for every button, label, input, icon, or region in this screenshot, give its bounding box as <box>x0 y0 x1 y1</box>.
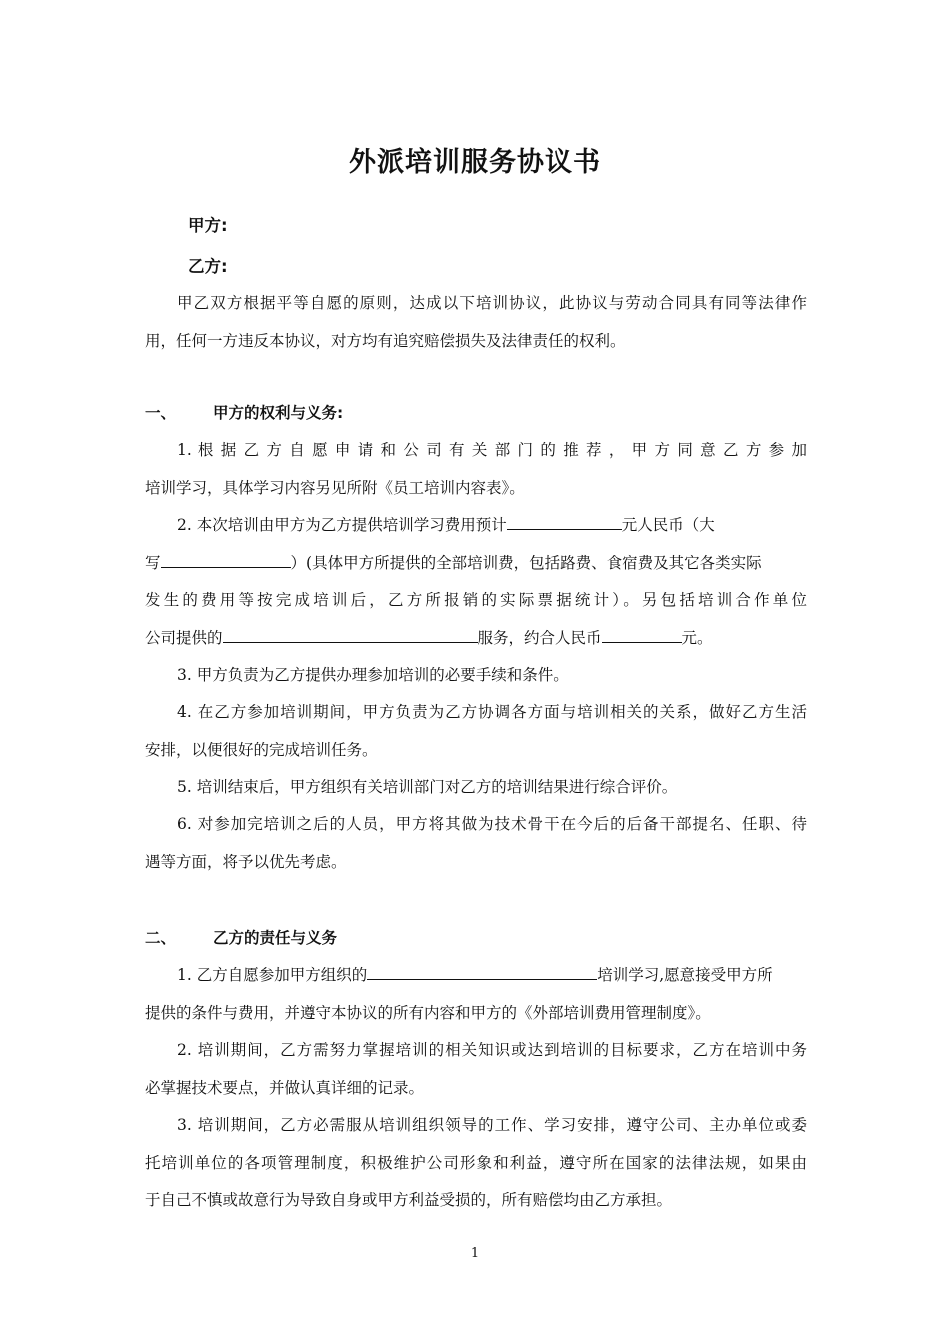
s1-item-5 <box>145 769 807 807</box>
clause-text: 元。 <box>681 628 713 647</box>
clause-line: 4. 在乙方参加培训期间，甲方负责为乙方协调各方面与培训相关的关系，做好乙方生活 <box>177 703 807 721</box>
section-number: 一、 <box>145 404 177 422</box>
clause-line: 6. 对参加完培训之后的人员，甲方将其做为技术骨干在今后的后备干部提名、任职、待 <box>177 815 807 833</box>
clause-text: 公司提供的 <box>145 628 223 647</box>
s1-item-4 <box>145 694 807 769</box>
clause-line: 遇等方面，将予以优先考虑。 <box>145 852 347 871</box>
clause-line <box>145 545 807 583</box>
clause-line: 提供的条件与费用，并遵守本协议的所有内容和甲方的《外部培训费用管理制度》。 <box>145 1003 711 1022</box>
clause-text: 2. 本次培训由甲方为乙方提供培训学习费用预计 <box>177 516 507 534</box>
s1-item-2 <box>145 507 807 657</box>
party-a-label: 甲方: <box>188 216 228 235</box>
clause-text: 写 <box>145 553 161 572</box>
clause-line: 发生的费用等按完成培训后，乙方所报销的实际票据统计）。另包括培训合作单位 <box>145 591 807 609</box>
s1-item-3 <box>145 657 807 695</box>
section-title: 甲方的权利与义务: <box>213 404 344 422</box>
clause-line <box>145 957 807 995</box>
clause-line <box>145 507 807 545</box>
intro-line: 用，任何一方违反本协议，对方均有追究赔偿损失及法律责任的权利。 <box>145 331 626 350</box>
clause-line: 必掌握技术要点，并做认真详细的记录。 <box>145 1078 425 1097</box>
s2-item-1 <box>145 957 807 1032</box>
fill-blank-capital-amount[interactable] <box>161 552 291 568</box>
fill-blank-training-name[interactable] <box>367 964 597 980</box>
clause-line: 3. 培训期间，乙方必需服从培训组织领导的工作、学习安排，遵守公司、主办单位或委 <box>177 1116 807 1134</box>
section-number: 二、 <box>145 929 177 947</box>
clause-line: 托培训单位的各项管理制度，积极维护公司形象和利益，遵守所在国家的法律法规，如果由 <box>145 1153 807 1172</box>
fill-blank-service[interactable] <box>223 627 478 643</box>
s2-item-2 <box>145 1032 807 1107</box>
clause-line <box>145 620 807 658</box>
party-b-label: 乙方: <box>188 257 228 276</box>
clause-line: 5. 培训结束后，甲方组织有关培训部门对乙方的培训结果进行综合评价。 <box>177 778 678 796</box>
section-title: 乙方的责任与义务 <box>213 929 338 947</box>
clause-line: 2. 培训期间，乙方需努力掌握培训的相关知识或达到培训的目标要求，乙方在培训中务 <box>177 1041 807 1059</box>
clause-text: 1. 乙方自愿参加甲方组织的 <box>177 966 368 984</box>
clause-line: 于自己不慎或故意行为导致自身或甲方利益受损的，所有赔偿均由乙方承担。 <box>145 1191 673 1209</box>
fill-blank-service-amount[interactable] <box>602 627 682 643</box>
s2-item-3 <box>145 1107 807 1220</box>
fill-blank-amount[interactable] <box>507 514 622 530</box>
clause-line: 1. 根 据 乙 方 自 愿 申 请 和 公 司 有 关 部 门 的 推 荐 ， 甲 方 同 意 乙 方 参 加 <box>177 441 807 459</box>
clause-text: 服务，约合人民币 <box>477 628 602 647</box>
document-title: 外派培训服务协议书 <box>349 147 601 178</box>
intro-line: 甲乙双方根据平等自愿的原则，达成以下培训协议，此协议与劳动合同具有同等法律作 <box>177 294 807 312</box>
section-2-heading <box>145 926 337 948</box>
s1-item-6 <box>145 806 807 881</box>
s1-item-1 <box>145 432 807 507</box>
clause-text: ）(具体甲方所提供的全部培训费，包括路费、食宿费及其它各类实际 <box>290 553 762 572</box>
clause-text: 元人民币（大 <box>621 516 715 534</box>
clause-line: 培训学习，具体学习内容另见所附《员工培训内容表》。 <box>145 478 525 497</box>
clause-text: 培训学习,愿意接受甲方所 <box>597 966 773 984</box>
clause-line: 安排，以便很好的完成培训任务。 <box>145 740 378 759</box>
section-1-heading <box>145 401 343 423</box>
intro-paragraph <box>145 285 807 360</box>
clause-line: 3. 甲方负责为乙方提供办理参加培训的必要手续和条件。 <box>177 666 569 684</box>
page-number: 1 <box>470 1246 480 1261</box>
